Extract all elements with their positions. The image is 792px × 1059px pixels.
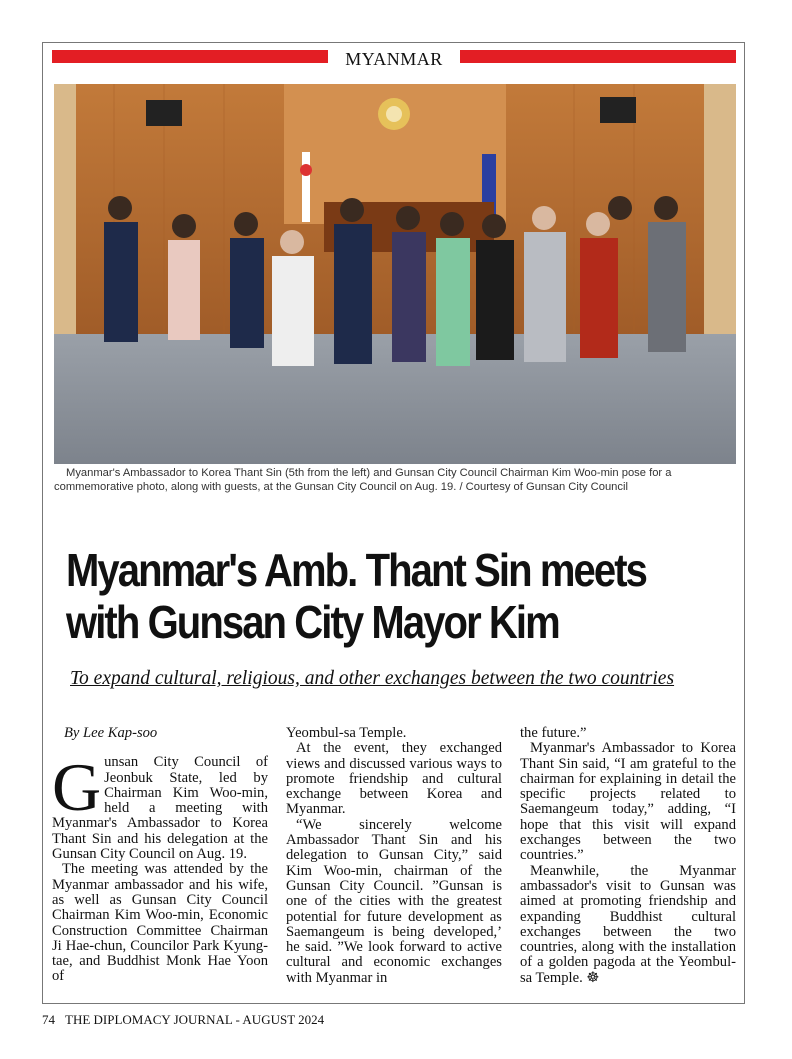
publication-name: THE DIPLOMACY JOURNAL - AUGUST 2024 (65, 1012, 325, 1027)
section-label: MYANMAR (345, 49, 443, 69)
page-footer (42, 1012, 334, 1028)
section-header (52, 47, 736, 71)
article-paragraph: The meeting was attended by the Myanmar ambassador and his wife, as well as Gunsan City Council Chairman Kim Woo-min, Economic Construction Committee Chairman Ji Hae-chun, Councilor Park Kyung-tae, and Buddhist Monk Hae Yoon of (52, 861, 268, 985)
headline-line-1: Myanmar's Amb. Thant Sin meets (66, 544, 646, 596)
section-rule-left (52, 50, 328, 63)
article-paragraph: Gunsan City Council of Jeonbuk State, led by Chairman Kim Woo-min, held a meeting with Myanmar's Ambassador to Korea Thant Sin and his delegation at the Gunsan City Council on Aug. 19. (52, 749, 268, 863)
drop-cap: G (52, 749, 102, 826)
article-column-1 (52, 726, 268, 985)
page-number: 74 (42, 1012, 55, 1027)
byline: By Lee Kap-soo (64, 725, 158, 741)
section-rule-right (460, 50, 736, 63)
article-paragraph: Myanmar's Ambassador to Korea Thant Sin said, “I am grateful to the chairman for explaining in detail the specific projects related to Saemangeum today,” adding, “I hope that this visit will expand exchanges between the two countries.” (520, 740, 736, 864)
article-paragraph: the future.” (520, 725, 587, 741)
headline (66, 544, 658, 648)
article-paragraph: Meanwhile, the Myanmar ambassador's visit to Gunsan was aimed at promoting friendship and expanding Buddhist cultural exchanges between the two countries, along with the installation of a golden pagoda at the Yeombul-sa Temple. ☸ (520, 862, 736, 986)
group-photo-illustration (54, 84, 736, 464)
photo-caption: Myanmar's Ambassador to Korea Thant Sin (5th from the left) and Gunsan City Council Chairman Kim Woo-min pose for a commemorative photo, along with guests, at the Gunsan City Council on Aug. 19. / Courtesy of Gunsan City Council (54, 467, 672, 493)
end-mark-icon: ☸ (586, 969, 600, 986)
article-column-3 (520, 726, 736, 986)
article-paragraph: Yeombul-sa Temple. (286, 725, 407, 741)
article-column-2 (286, 726, 502, 986)
group-photo (54, 84, 736, 464)
article-paragraph: “We sincerely welcome Ambassador Thant Sin and his delegation to Gunsan City,” said Kim Woo-min, chairman of the Gunsan City Council. ”Gunsan is one of the cities with the greatest potential for future development as Saemangeum is being developed,’ he said. ”We look forward to active cultural and economic exchanges with Myanmar in (286, 816, 502, 986)
subheadline: To expand cultural, religious, and other exchanges between the two countries (70, 668, 675, 689)
article-paragraph: At the event, they exchanged views and discussed various ways to promote friendship and cultural exchange between Korea and Myanmar. (286, 740, 502, 818)
headline-line-2: with Gunsan City Mayor Kim (66, 596, 559, 648)
